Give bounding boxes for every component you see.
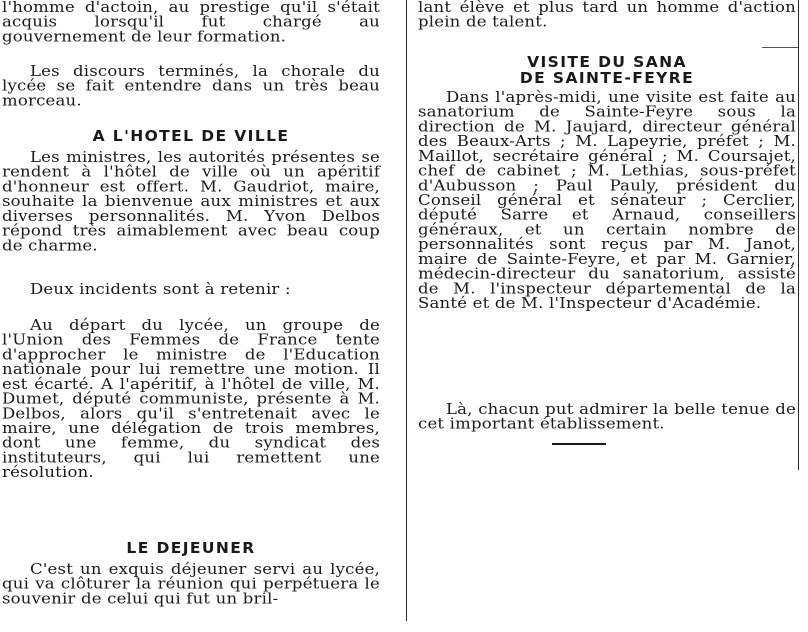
left-column: [2, 0, 380, 632]
paragraph-incidents: Deux incidents sont à retenir :: [30, 280, 291, 298]
paragraph-chorale: Les discours terminés, la chorale du lycée se fait entendre dans un très beau morceau.: [2, 62, 380, 110]
paragraph-etablissement: Là, chacun put admirer la belle tenue de cet important établissement.: [418, 400, 796, 433]
section-end-rule: [552, 443, 606, 445]
heading-le-dejeuner: LE DEJEUNER: [126, 539, 256, 557]
heading-hotel-de-ville: A L'HOTEL DE VILLE: [92, 127, 290, 145]
paragraph-continuation-right: lant élève et plus tard un homme d'action plein de talent.: [418, 0, 796, 31]
column-divider: [406, 0, 407, 621]
heading-visite-line2: DE SAINTE-FEYRE: [519, 69, 695, 87]
paragraph-continuation: l'homme d'actoin, au prestige qu'il s'était acquis lorsqu'il fut chargé au gouvernement de leur formation.: [2, 0, 380, 46]
paragraph-dejeuner: C'est un exquis déjeuner servi au lycée, qui va clôturer la réunion qui perpétuera le souvenir de celui qui fut un bril-: [2, 560, 380, 608]
heading-visite-line1: VISITE DU SANA: [527, 53, 687, 71]
paragraph-depart-lycee: Au départ du lycée, un groupe de l'Union des Femmes de France tente d'approcher le ministre de l'Education nationale pour lui remettre une motion. Il est écarté. A l'apéritif, à l'hôtel de ville, M. Dumet, député communiste, présente à M. Delbos, alors qu'il s'entretenait avec le maire, une délégation de trois membres, dont une femme, du syndicat des instituteurs, qui lui remettent une résolution.: [2, 316, 380, 481]
paragraph-sanatorium: Dans l'après-midi, une visite est faite au sanatorium de Sainte-Feyre sous la direction de M. Jaujard, directeur général des Beaux-Arts ; M. Lapeyrie, préfet ; M. Maillot, secrétaire général ; M. Coursajet, chef de cabinet ; M. Lethias, sous-préfet d'Aubusson ; Paul Pauly, président du Conseil général et sénateur ; Cerclier, député Sarre et Arnaud, conseillers généraux, et un certain nombre de personnalités sont reçus par M. Janot, maire de Sainte-Feyre, et par M. Garnier, médecin-directeur du sanatorium, assisté de M. l'inspecteur départemental de la Santé et de M. l'Inspecteur d'Académie.: [418, 88, 796, 312]
right-edge-rule: [798, 0, 799, 470]
paragraph-ministres: Les ministres, les autorités présentes se rendent à l'hôtel de ville où un apéritif d'honneur est offert. M. Gaudriot, maire, souhaite la bienvenue aux ministres et aux diverses personnalités. M. Yvon Delbos répond très aimablement avec beau coup de charme.: [2, 148, 380, 254]
right-column: [418, 0, 796, 442]
scan-mark: [762, 47, 798, 48]
